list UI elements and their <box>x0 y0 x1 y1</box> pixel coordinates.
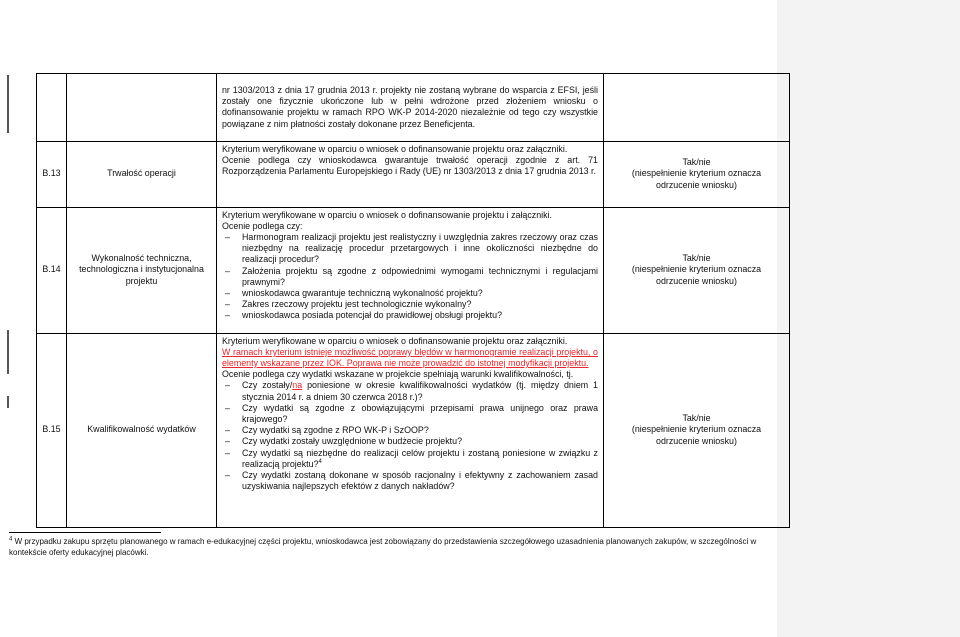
criterion-name: Wykonalność techniczna, technologiczna i instytucjonalna projektu <box>67 207 217 333</box>
result-note: odrzucenie wniosku) <box>656 275 737 286</box>
list-item-text: poniesione w okresie kwalifikowalności wydatków (tj. między dniem 1 stycznia 2014 r. a dniem 30 czerwca 2018 r.)? <box>242 380 598 402</box>
table-row <box>37 207 790 333</box>
description-line: Kryterium weryfikowane w oparciu o wniosek o dofinansowanie projektu oraz załączniki. <box>222 143 568 154</box>
criterion-id: B.13 <box>37 141 67 207</box>
footnote-separator <box>9 532 161 533</box>
tracked-change-text: W ramach kryterium istnieje możliwość poprawy błędów w harmonogramie realizacji projektu, o elementy wskazane przez IOK. Poprawa nie może prowadzić do istotnej modyfikacji projektu. <box>222 346 598 368</box>
criterion-name: Trwałość operacji <box>67 141 217 207</box>
list-item: – Czy wydatki są zgodne z RPO WK-P i SzOOP? <box>222 425 598 436</box>
list-item: – Czy wydatki są zgodne z obowiązującymi przepisami prawa unijnego oraz prawa krajowego? <box>222 403 598 425</box>
criterion-id: B.15 <box>37 333 67 527</box>
footnote-text: W przypadku zakupu sprzętu planowanego w ramach e-edukacyjnej części projektu, wnioskodawca jest zobowiązany do przedstawienia szczegółowego uzasadnienia planowanych zakupów, w szczególności w kontekście oferty edukacyjnej placówki. <box>9 537 757 557</box>
criterion-result <box>604 333 790 527</box>
description-line: Ocenie podlega czy wydatki wskazane w projekcie spełniają warunki kwalifikowalności, tj. <box>222 369 574 380</box>
table-row <box>37 141 790 207</box>
criteria-list <box>222 232 598 322</box>
list-item <box>222 380 598 402</box>
list-item <box>222 448 598 470</box>
description-line: Kryterium weryfikowane w oparciu o wniosek o dofinansowanie projektu i załączniki. <box>222 209 553 220</box>
description-line: Ocenie podlega czy wnioskodawca gwarantuje trwałość operacji zgodnie z art. 71 Rozporządzenia Parlamentu Europejskiego i Rady (UE) nr 1303/2013 z dnia 17 grudnia 2013 r. <box>222 154 598 176</box>
list-item: – Czy wydatki zostały uwzględnione w budżecie projektu? <box>222 436 598 447</box>
list-item-text: Czy wydatki są niezbędne do realizacji celów projektu i zostaną poniesione w związku z realizacją projektu? <box>242 447 598 469</box>
list-item: – Harmonogram realizacji projektu jest realistyczny i uwzględnia zakres rzeczowy oraz czas niezbędny na realizację procedur przetargowych i inne okoliczności niezbędne do realizacji procedur? <box>222 232 598 266</box>
criterion-description <box>217 333 604 527</box>
criterion-result <box>604 207 790 333</box>
table-row <box>37 333 790 527</box>
result-note: (niespełnienie kryterium oznacza <box>631 264 762 275</box>
description-cell <box>217 74 604 142</box>
criterion-result <box>604 141 790 207</box>
result-note: odrzucenie wniosku) <box>656 435 737 446</box>
criteria-list <box>222 380 598 492</box>
footnote-marker: 4 <box>9 536 13 543</box>
criterion-id: B.14 <box>37 207 67 333</box>
list-item: – Założenia projektu są zgodne z odpowiednimi wymogami technicznymi i regulacjami prawnymi? <box>222 266 598 288</box>
result-note: odrzucenie wniosku) <box>656 179 737 190</box>
description-line: Kryterium weryfikowane w oparciu o wniosek o dofinansowanie projektu oraz załączniki. <box>222 335 568 346</box>
comments-sidebar <box>777 0 960 637</box>
list-item: – Zakres rzeczowy projektu jest technologicznie wykonalny? <box>222 299 598 310</box>
description-line: Ocenie podlega czy: <box>222 220 303 231</box>
margin-bar <box>7 75 9 133</box>
list-item: – Czy wydatki zostaną dokonane w sposób racjonalny i efektywny z zachowaniem zasad uzyskiwania najlepszych efektów z danych nakładów? <box>222 470 598 492</box>
criterion-description <box>217 207 604 333</box>
tracked-change-text: na <box>292 380 303 391</box>
criteria-table <box>36 73 790 528</box>
list-item: – wnioskodawca posiada potencjał do prawidłowej obsługi projektu? <box>222 310 598 321</box>
list-item-text: Czy zostały/ <box>242 380 293 391</box>
result-note: (niespełnienie kryterium oznacza <box>631 168 762 179</box>
criterion-description <box>217 141 604 207</box>
criterion-name: Kwalifikowalność wydatków <box>67 333 217 527</box>
list-item: – wnioskodawca gwarantuje techniczną wykonalność projektu? <box>222 288 598 299</box>
result-value: Tak/nie <box>682 413 711 424</box>
table-row <box>37 74 790 142</box>
result-value: Tak/nie <box>682 253 711 264</box>
id-cell <box>37 74 67 142</box>
footnote-reference[interactable]: 4 <box>318 458 322 465</box>
margin-bar <box>7 330 9 374</box>
footnote <box>9 536 769 558</box>
result-value: Tak/nie <box>682 157 711 168</box>
name-cell <box>67 74 217 142</box>
result-note: (niespełnienie kryterium oznacza <box>631 424 762 435</box>
continued-text: nr 1303/2013 z dnia 17 grudnia 2013 r. projekty nie zostaną wybrane do wsparcia z EFSI, jeśli zostały one fizycznie ukończone lub w pełni wdrożone przed złożeniem wniosku o dofinansowanie projektu w ramach RPO WK-P 2014-2020 niezależnie od tego czy wszystkie powiązane z nim płatności zostały dokonane przez Beneficjenta. <box>222 84 598 129</box>
result-cell <box>604 74 790 142</box>
margin-bar <box>7 396 9 408</box>
